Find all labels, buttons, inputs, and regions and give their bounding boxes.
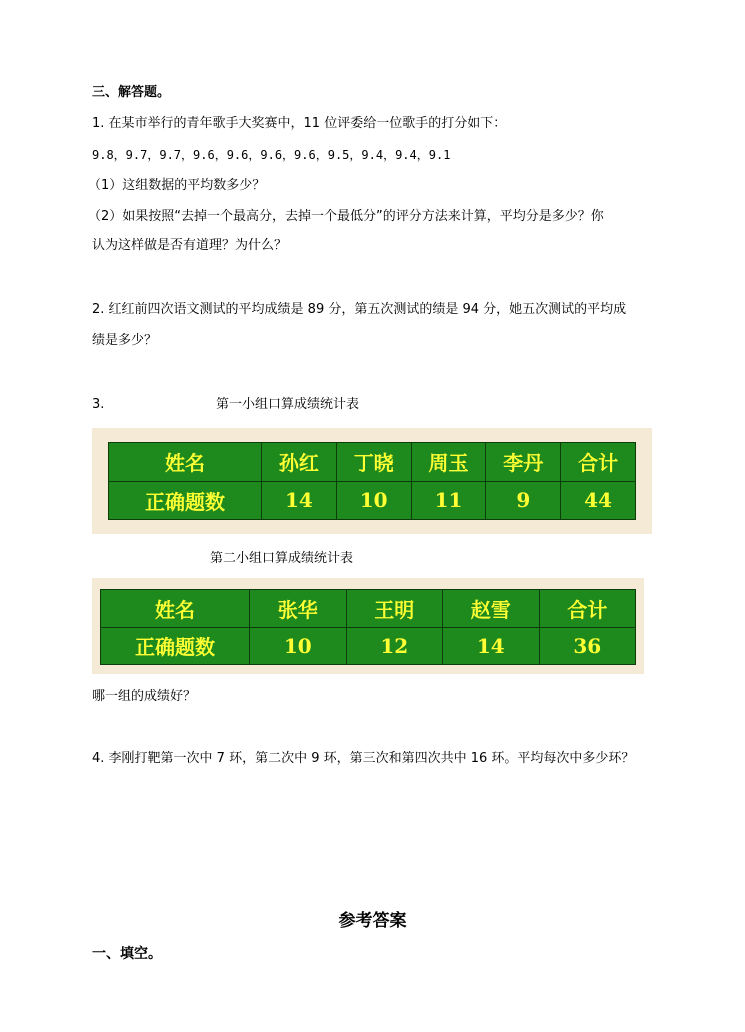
table1 [108, 442, 636, 520]
table-cell: 14 [443, 627, 540, 665]
table1-header-row [109, 443, 636, 482]
table2-header-row [101, 590, 636, 628]
table-cell: 王明 [346, 590, 443, 628]
table-cell: 36 [539, 627, 636, 665]
table-cell: 丁晓 [336, 443, 411, 482]
q1-scores: 9.8，9.7，9.7，9.6，9.6，9.6，9.6，9.5，9.4，9.4，9.1 [92, 148, 451, 162]
table1-data-row [109, 481, 636, 520]
table2-frame [92, 578, 644, 674]
table-cell: 姓名 [101, 590, 250, 628]
answer-title: 参考答案 [338, 911, 407, 931]
table-cell: 11 [411, 481, 486, 520]
section1-title: 一、填空。 [92, 946, 162, 962]
table-cell: 李丹 [486, 443, 561, 482]
q3-number: 3. [92, 397, 105, 412]
table-cell: 周玉 [411, 443, 486, 482]
table1-frame [92, 428, 652, 534]
q3-question: 哪一组的成绩好？ [92, 689, 197, 704]
table1-title: 第一小组口算成绩统计表 [216, 397, 360, 412]
table-cell: 孙红 [262, 443, 337, 482]
table-cell: 44 [561, 481, 636, 520]
table-cell: 姓名 [109, 443, 262, 482]
table2-title: 第二小组口算成绩统计表 [210, 551, 354, 566]
section-title: 三、解答题。 [92, 85, 171, 100]
table2 [100, 589, 636, 665]
table-cell: 12 [346, 627, 443, 665]
table-cell: 合计 [561, 443, 636, 482]
q2-line2: 绩是多少？ [92, 333, 158, 348]
q1-sub2-line1: （2）如果按照“去掉一个最高分，去掉一个最低分”的评分方法来计算，平均分是多少？你 [88, 209, 604, 224]
q1-text: 1. 在某市举行的青年歌手大奖赛中，11 位评委给一位歌手的打分如下： [92, 116, 507, 131]
q2-line1: 2. 红红前四次语文测试的平均成绩是 89 分，第五次测试的绩是 94 分，她五次测试的平均成 [92, 302, 627, 317]
table-cell: 张华 [250, 590, 347, 628]
table-cell: 10 [250, 627, 347, 665]
q1-sub1: （1）这组数据的平均数多少？ [88, 178, 266, 193]
q4-text: 4. 李刚打靶第一次中 7 环，第二次中 9 环，第三次和第四次共中 16 环。平均每次中多少环？ [92, 751, 635, 766]
table-cell: 赵雪 [443, 590, 540, 628]
table-cell: 9 [486, 481, 561, 520]
q1-sub2-line2: 认为这样做是否有道理？为什么？ [92, 238, 288, 253]
table2-data-row [101, 627, 636, 665]
table-cell: 14 [262, 481, 337, 520]
table-cell: 10 [336, 481, 411, 520]
table-cell: 合计 [539, 590, 636, 628]
table-cell: 正确题数 [109, 481, 262, 520]
table-cell: 正确题数 [101, 627, 250, 665]
